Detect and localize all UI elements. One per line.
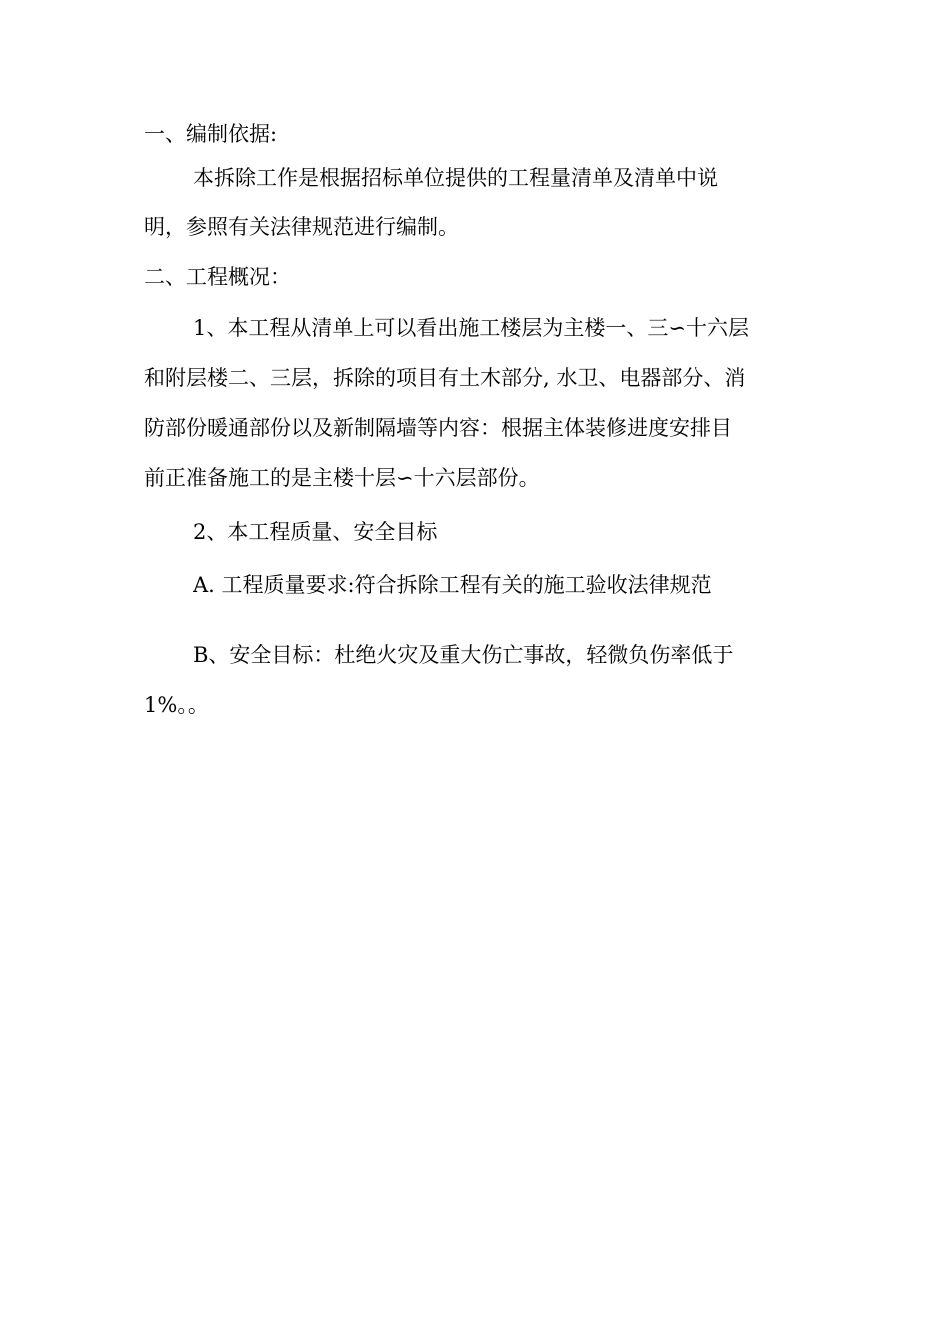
section1-heading: 一、编制依据: [144,122,278,146]
item1-line-4: 前正准备施工的是主楼十层∽十六层部份。 [144,466,540,490]
item1-line-3: 防部份暖通部份以及新制隔墙等内容：根据主体装修进度安排目 [144,416,732,440]
section2-heading: 二、工程概况： [144,265,291,289]
itemA-line: A. 工程质量要求:符合拆除工程有关的施工验收法律规范 [193,573,712,597]
itemB-line-1: B、安全目标：杜绝火灾及重大伤亡事故，轻微负伤率低于 [193,643,734,667]
itemB-line-2: 1%。。 [144,693,209,717]
section1-paragraph-line-1: 本拆除工作是根据招标单位提供的工程量清单及清单中说 [193,166,718,190]
item1-line-1: 1、本工程从清单上可以看出施工楼层为主楼一、三∽十六层 [193,316,749,340]
item1-line-2: 和附层楼二、三层，拆除的项目有土木部分, 水卫、电器部分、消 [144,366,746,390]
section1-paragraph-line-2: 明，参照有关法律规范进行编制。 [144,215,459,239]
item2-line: 2、本工程质量、安全目标 [193,520,438,544]
